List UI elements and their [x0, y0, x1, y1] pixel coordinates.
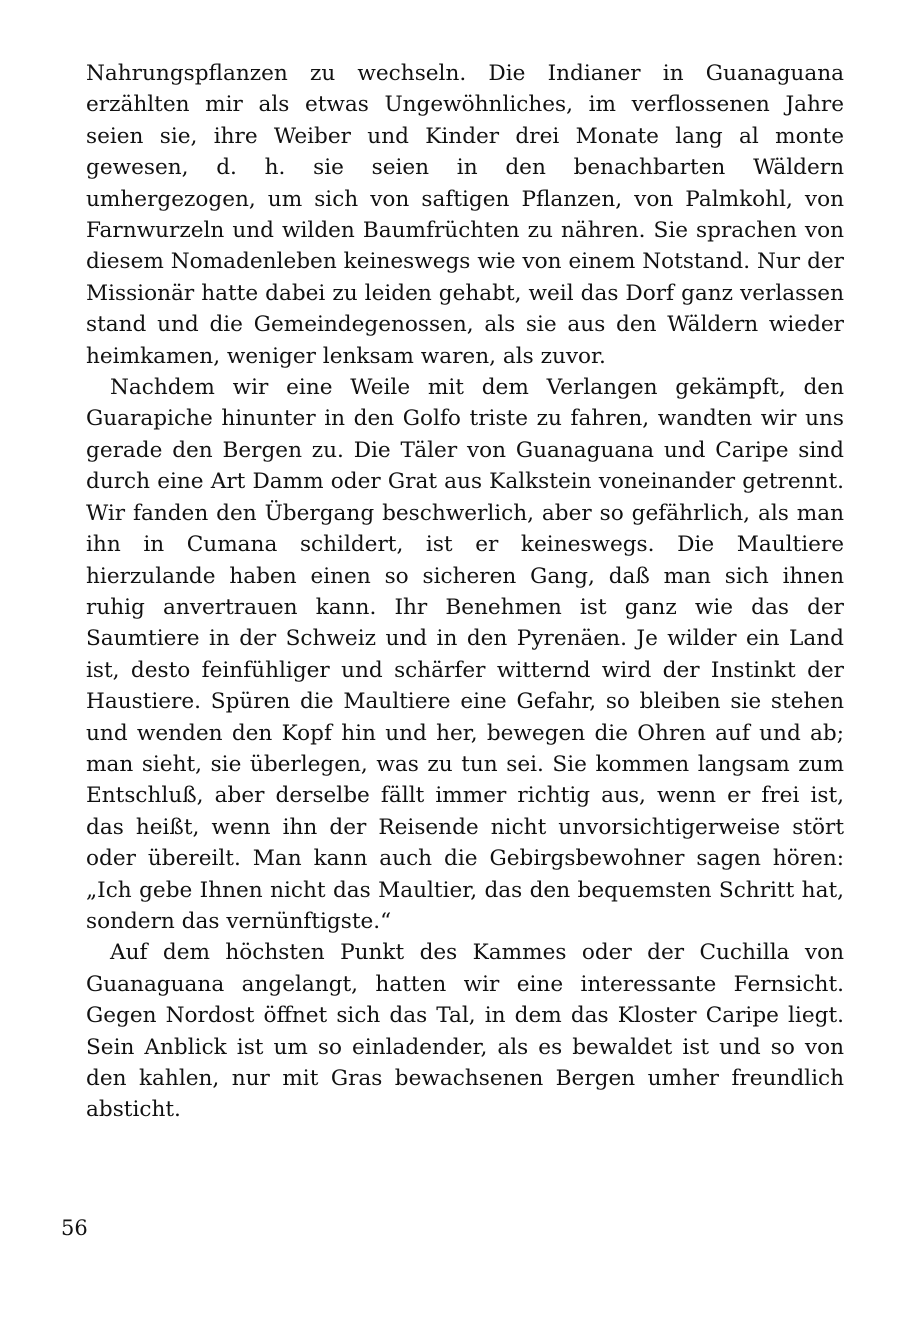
paragraph-1: Nahrungspflanzen zu wechseln. Die Indianer in Guanaguana erzählten mir als etwas Ungewöhnliches, im verflossenen Jahre seien sie, ihre Weiber und Kinder drei Monate lang al monte gewesen, d. h. sie seien in den benachbarten Wäldern umhergezogen, um sich von saftigen Pflanzen, von Palmkohl, von Farnwurzeln und wilden Baumfrüchten zu nähren. Sie sprachen von diesem Nomadenleben keineswegs wie von einem Notstand. Nur der Missionär hatte dabei zu leiden gehabt, weil das Dorf ganz verlassen stand und die Gemeindegenossen, als sie aus den Wäldern wieder heimkamen, weniger lenksam waren, als zuvor. — [86, 61, 844, 369]
page-body — [86, 58, 844, 1258]
paragraph-3: Auf dem höchsten Punkt des Kammes oder der Cuchilla von Guanaguana angelangt, hatten wir eine interessante Fernsicht. Gegen Nordost öffnet sich das Tal, in dem das Kloster Caripe liegt. Sein Anblick ist um so einladender, als es bewaldet ist und so von den kahlen, nur mit Gras bewachsenen Bergen umher freundlich absticht. — [86, 940, 844, 1123]
page-number: 56 — [61, 1216, 88, 1240]
paragraph-2: Nachdem wir eine Weile mit dem Verlangen gekämpft, den Guarapiche hinunter in den Golfo triste zu fahren, wandten wir uns gerade den Bergen zu. Die Täler von Guanaguana und Caripe sind durch eine Art Damm oder Grat aus Kalkstein voneinander getrennt. Wir fanden den Übergang beschwerlich, aber so gefährlich, als man ihn in Cumana schildert, ist er keineswegs. Die Maultiere hierzulande haben einen so sicheren Gang, daß man sich ihnen ruhig anvertrauen kann. Ihr Benehmen ist ganz wie das der Saumtiere in der Schweiz und in den Pyrenäen. Je wilder ein Land ist, desto feinfühliger und schärfer witternd wird der Instinkt der Haustiere. Spüren die Maultiere eine Gefahr, so bleiben sie stehen und wenden den Kopf hin und her, bewegen die Ohren auf und ab; man sieht, sie überlegen, was zu tun sei. Sie kommen langsam zum Entschluß, aber derselbe fällt immer richtig aus, wenn er frei ist, das heißt, wenn ihn der Reisende nicht unvorsichtigerweise stört oder übereilt. Man kann auch die Gebirgsbewohner sagen hören: „Ich gebe Ihnen nicht das Maultier, das den bequemsten Schritt hat, sondern das vernünftigste.“ — [86, 375, 844, 934]
